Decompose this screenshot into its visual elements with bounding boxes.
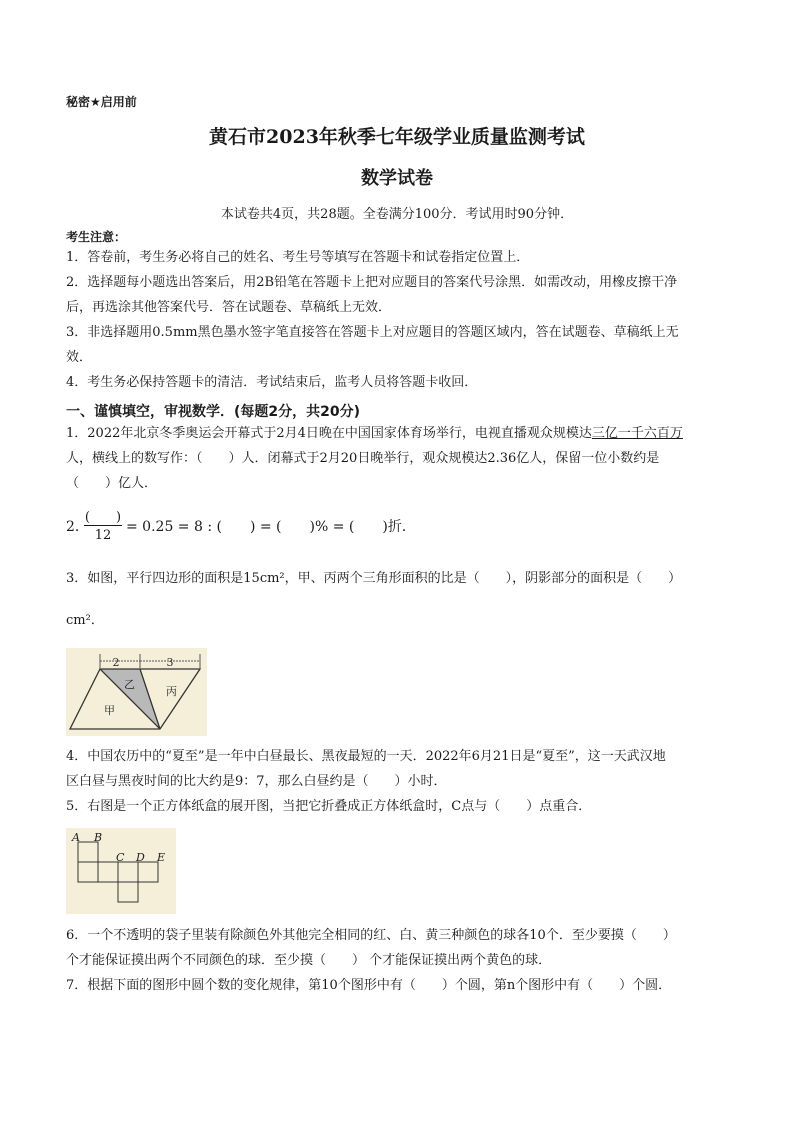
dim-label-left: 2 (112, 656, 120, 669)
notice-item: 效． (66, 350, 93, 365)
dim-label-right: 3 (166, 656, 174, 669)
vertex-e: E (157, 851, 166, 864)
question-5-line-1: 5．右图是一个正方体纸盒的展开图，当把它折叠成正方体纸盒时，C点与（ ）点重合． (66, 799, 592, 814)
parallelogram-figure (66, 648, 207, 736)
vertex-a: A (72, 831, 80, 844)
question-6-line-1: 6．一个不透明的袋子里装有除颜色外其他完全相同的红、白、黄三种颜色的球各10个．至少要摸（ ） (66, 928, 676, 943)
exam-info: 本试卷共4页，共28题。全卷满分100分．考试用时90分钟． (220, 207, 574, 222)
question-6-line-2: 个才能保证摸出两个不同颜色的球．至少摸（ ） 个才能保证摸出两个黄色的球． (66, 953, 552, 968)
section-heading: 一、谨慎填空，审视数学．(每题2分，共20分) (66, 404, 361, 420)
cube-net-diagram (66, 828, 176, 914)
cube-net-figure (66, 828, 176, 914)
confidential-label: 秘密★启用前 (66, 95, 137, 109)
question-7-line-1: 7．根据下面的图形中圆个数的变化规律，第10个图形中有（ ）个圆，第n个图形中有（ ）个圆． (66, 978, 672, 993)
notice-item: 后，再选涂其他答案代号．答在试题卷、草稿纸上无效． (66, 300, 392, 315)
q1-underlined-number: 三亿一千六百万 (591, 426, 683, 441)
question-4-line-1: 4．中国农历中的“夏至”是一年中白昼最长、黑夜最短的一天．2022年6月21日是“夏至”，这一天武汉地 (66, 749, 666, 764)
q2-numerator: ( ) (84, 506, 122, 526)
vertex-b: B (94, 831, 103, 844)
question-1-line-2: 人，横线上的数写作：（ ）人．闭幕式于2月20日晚举行，观众规模达2.36亿人，保留一位小数约是 (66, 451, 660, 466)
label-yi: 乙 (124, 678, 135, 691)
question-1-line-3: （ ）亿人． (66, 476, 158, 491)
label-bing: 丙 (166, 685, 177, 698)
notice-item: 4．考生务必保持答题卡的清洁．考试结束后，监考人员将答题卡收回． (66, 375, 478, 390)
exam-title: 黄石市2023年秋季七年级学业质量监测考试 (209, 126, 585, 148)
notice-item: 1．答卷前，考生务必将自己的姓名、考生号等填写在答题卡和试卷指定位置上． (66, 250, 530, 265)
vertex-d: D (136, 851, 145, 864)
q2-equation: = 0.25 = 8 : ( ) = ( )% = ( )折． (126, 519, 416, 535)
question-3-line-1: 3．如图，平行四边形的面积是15cm²，甲、丙两个三角形面积的比是（ ），阴影部分的面积是（ ） (66, 571, 682, 586)
q1-text: 1．2022年北京冬季奥运会开幕式于2月4日晚在中国国家体育场举行，电视直播观众规模达 (66, 426, 592, 441)
q2-denominator: 12 (94, 528, 112, 543)
vertex-c: C (116, 851, 125, 864)
question-3-line-2: cm²． (66, 613, 104, 628)
q2-number: 2． (66, 519, 89, 535)
question-4-line-2: 区白昼与黑夜时间的比大约是9：7，那么白昼约是（ ）小时． (66, 774, 447, 789)
notice-heading: 考生注意： (66, 230, 127, 244)
exam-subtitle: 数学试卷 (361, 168, 433, 189)
question-1-line-1 (66, 425, 731, 443)
parallelogram-diagram (66, 648, 207, 736)
notice-item: 3．非选择题用0.5mm黑色墨水签字笔直接答在答题卡上对应题目的答题区域内，答在试题卷、草稿纸上无 (66, 325, 679, 340)
notice-item: 2．选择题每小题选出答案后，用2B铅笔在答题卡上把对应题目的答案代号涂黑．如需改动，用橡皮擦干净 (66, 275, 678, 290)
label-jia: 甲 (104, 704, 115, 717)
